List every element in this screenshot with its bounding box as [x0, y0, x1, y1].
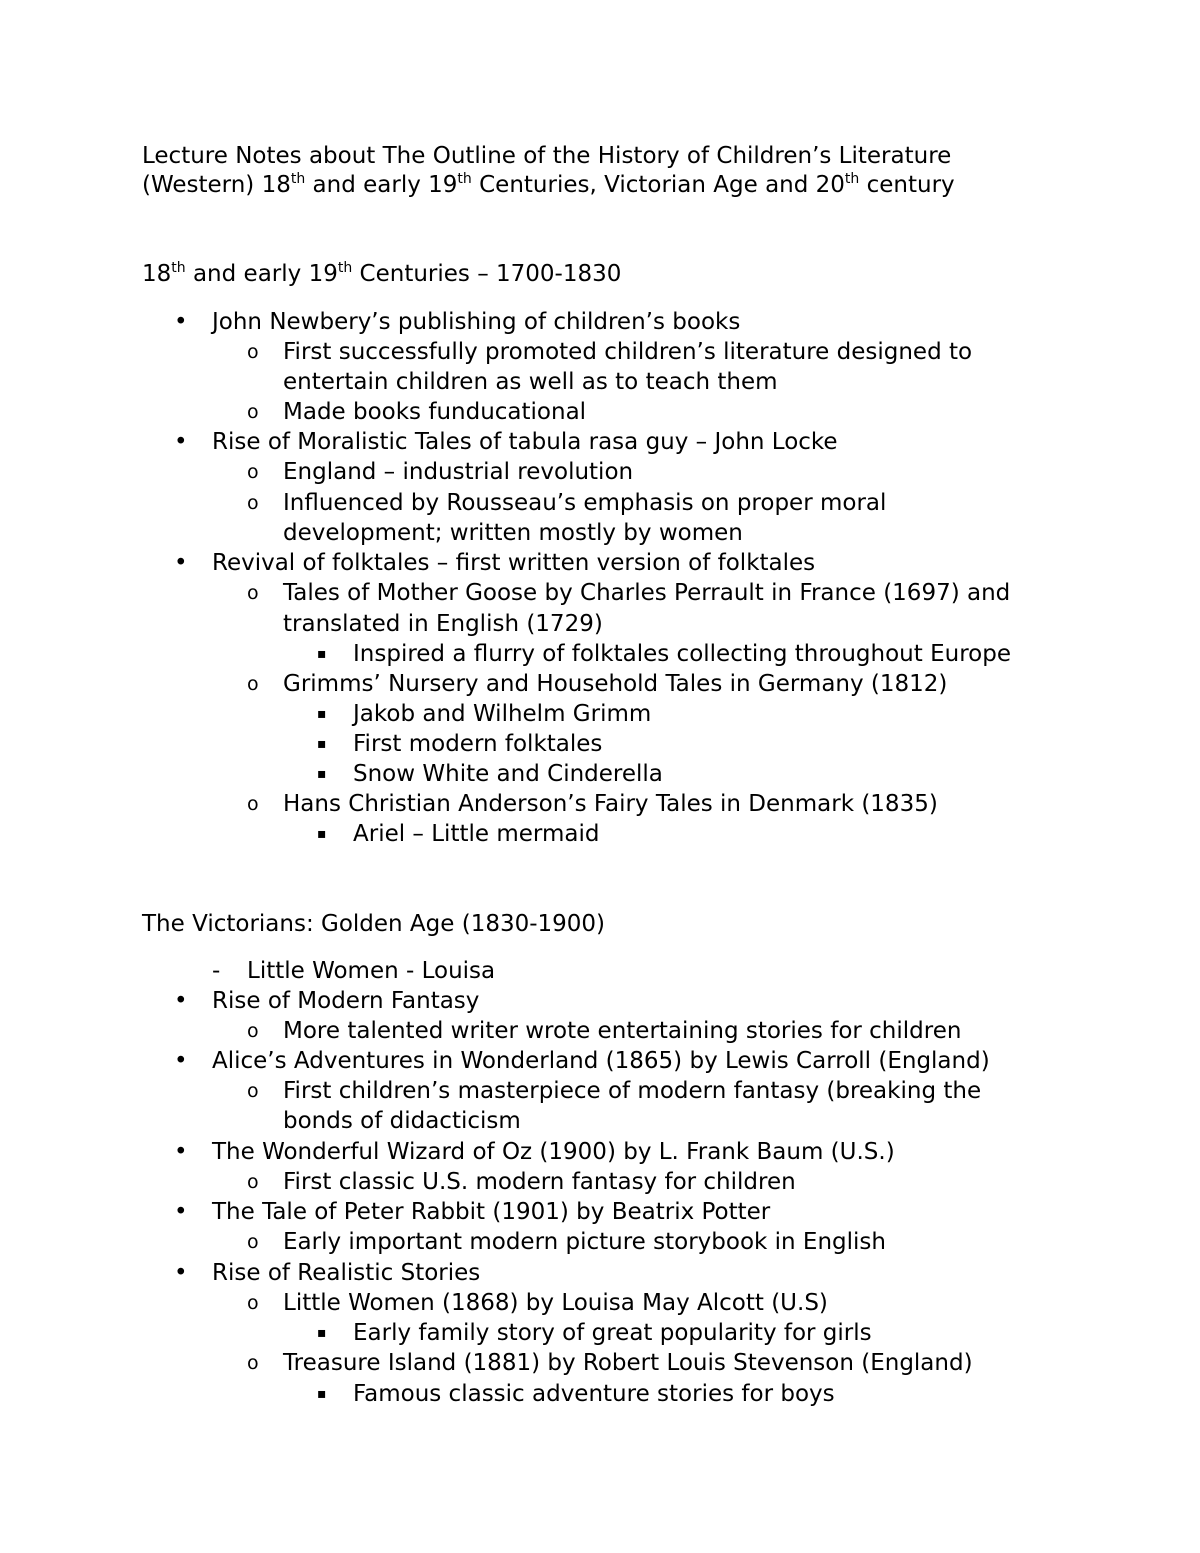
bullet-marker: • [174, 1048, 188, 1074]
list-item: Treasure Island (1881) by Robert Louis Stevenson (England) [283, 1350, 973, 1376]
list-item: Ariel – Little mermaid [353, 821, 600, 847]
square-marker: ▪ [317, 1386, 327, 1402]
superscript: th [457, 171, 472, 187]
list-item: Hans Christian Anderson’s Fairy Tales in Denmark (1835) [283, 791, 938, 817]
list-item: First children’s masterpiece of modern fantasy (breaking the [283, 1078, 982, 1104]
list-item: John Newbery’s publishing of children’s books [212, 309, 741, 335]
list-item: Revival of folktales – first written version of folktales [212, 550, 816, 576]
list-item: Snow White and Cinderella [353, 761, 663, 787]
bullet-marker: • [174, 309, 188, 335]
square-marker: ▪ [317, 766, 327, 782]
square-marker: ▪ [317, 736, 327, 752]
bullet-marker: • [174, 1260, 188, 1286]
square-marker: ▪ [317, 826, 327, 842]
list-item-continuation: bonds of didacticism [283, 1108, 521, 1134]
title-text: Centuries, Victorian Age and 20 [471, 172, 845, 198]
circle-marker: o [247, 1231, 259, 1253]
list-item: Early important modern picture storybook in English [283, 1229, 886, 1255]
superscript: th [844, 171, 860, 187]
circle-marker: o [247, 673, 259, 695]
bullet-marker: • [174, 988, 188, 1014]
list-item: Alice’s Adventures in Wonderland (1865) by Lewis Carroll (England) [212, 1048, 990, 1074]
document-title-line-1: Lecture Notes about The Outline of the History of Children’s Literature [142, 143, 952, 169]
list-item: Early family story of great popularity for girls [353, 1320, 872, 1346]
section-heading-victorians: The Victorians: Golden Age (1830-1900) [142, 911, 606, 937]
square-marker: ▪ [317, 1325, 327, 1341]
list-item: Little Women (1868) by Louisa May Alcott (U.S) [283, 1290, 828, 1316]
list-item: The Tale of Peter Rabbit (1901) by Beatrix Potter [212, 1199, 771, 1225]
list-item: Rise of Moralistic Tales of tabula rasa guy – John Locke [212, 429, 838, 455]
square-marker: ▪ [317, 646, 327, 662]
document-title-line-2 [142, 170, 955, 200]
list-item-continuation: translated in English (1729) [283, 611, 603, 637]
circle-marker: o [247, 1171, 259, 1193]
bullet-marker: • [174, 429, 188, 455]
superscript: th [171, 260, 186, 276]
list-item: Little Women - Louisa [247, 958, 496, 984]
list-item: Famous classic adventure stories for boys [353, 1381, 835, 1407]
list-item: First classic U.S. modern fantasy for children [283, 1169, 796, 1195]
dash-marker: - [212, 958, 221, 984]
circle-marker: o [247, 461, 259, 483]
circle-marker: o [247, 1292, 259, 1314]
list-item-continuation: development; written mostly by women [283, 520, 743, 546]
bullet-marker: • [174, 1139, 188, 1165]
list-item: Jakob and Wilhelm Grimm [353, 701, 652, 727]
circle-marker: o [247, 341, 259, 363]
square-marker: ▪ [317, 706, 327, 722]
superscript: th [290, 171, 306, 187]
circle-marker: o [247, 492, 259, 514]
list-item: The Wonderful Wizard of Oz (1900) by L. Frank Baum (U.S.) [212, 1139, 895, 1165]
list-item: More talented writer wrote entertaining stories for children [283, 1018, 962, 1044]
bullet-marker: • [174, 550, 188, 576]
title-text: and early 19 [305, 172, 458, 198]
circle-marker: o [247, 582, 259, 604]
list-item: England – industrial revolution [283, 459, 634, 485]
section-heading-18th-century [142, 259, 621, 289]
list-item: Rise of Realistic Stories [212, 1260, 481, 1286]
bullet-marker: • [174, 1199, 188, 1225]
list-item: First modern folktales [353, 731, 603, 757]
circle-marker: o [247, 793, 259, 815]
circle-marker: o [247, 1352, 259, 1374]
circle-marker: o [247, 1080, 259, 1102]
list-item: Tales of Mother Goose by Charles Perrault in France (1697) and [283, 580, 1011, 606]
circle-marker: o [247, 401, 259, 423]
title-text: century [859, 172, 955, 198]
list-item: Made books funducational [283, 399, 587, 425]
list-item: Inspired a flurry of folktales collecting throughout Europe [353, 641, 1011, 667]
list-item: Influenced by Rousseau’s emphasis on proper moral [283, 490, 887, 516]
circle-marker: o [247, 1020, 259, 1042]
superscript: th [337, 260, 353, 276]
heading-text: and early 19 [185, 261, 338, 287]
list-item: Grimms’ Nursery and Household Tales in Germany (1812) [283, 671, 948, 697]
list-item: Rise of Modern Fantasy [212, 988, 480, 1014]
heading-text: 18 [142, 261, 172, 287]
title-text: (Western) 18 [142, 172, 291, 198]
list-item: First successfully promoted children’s literature designed to [283, 339, 973, 365]
list-item-continuation: entertain children as well as to teach them [283, 369, 778, 395]
heading-text: Centuries – 1700-1830 [352, 261, 622, 287]
